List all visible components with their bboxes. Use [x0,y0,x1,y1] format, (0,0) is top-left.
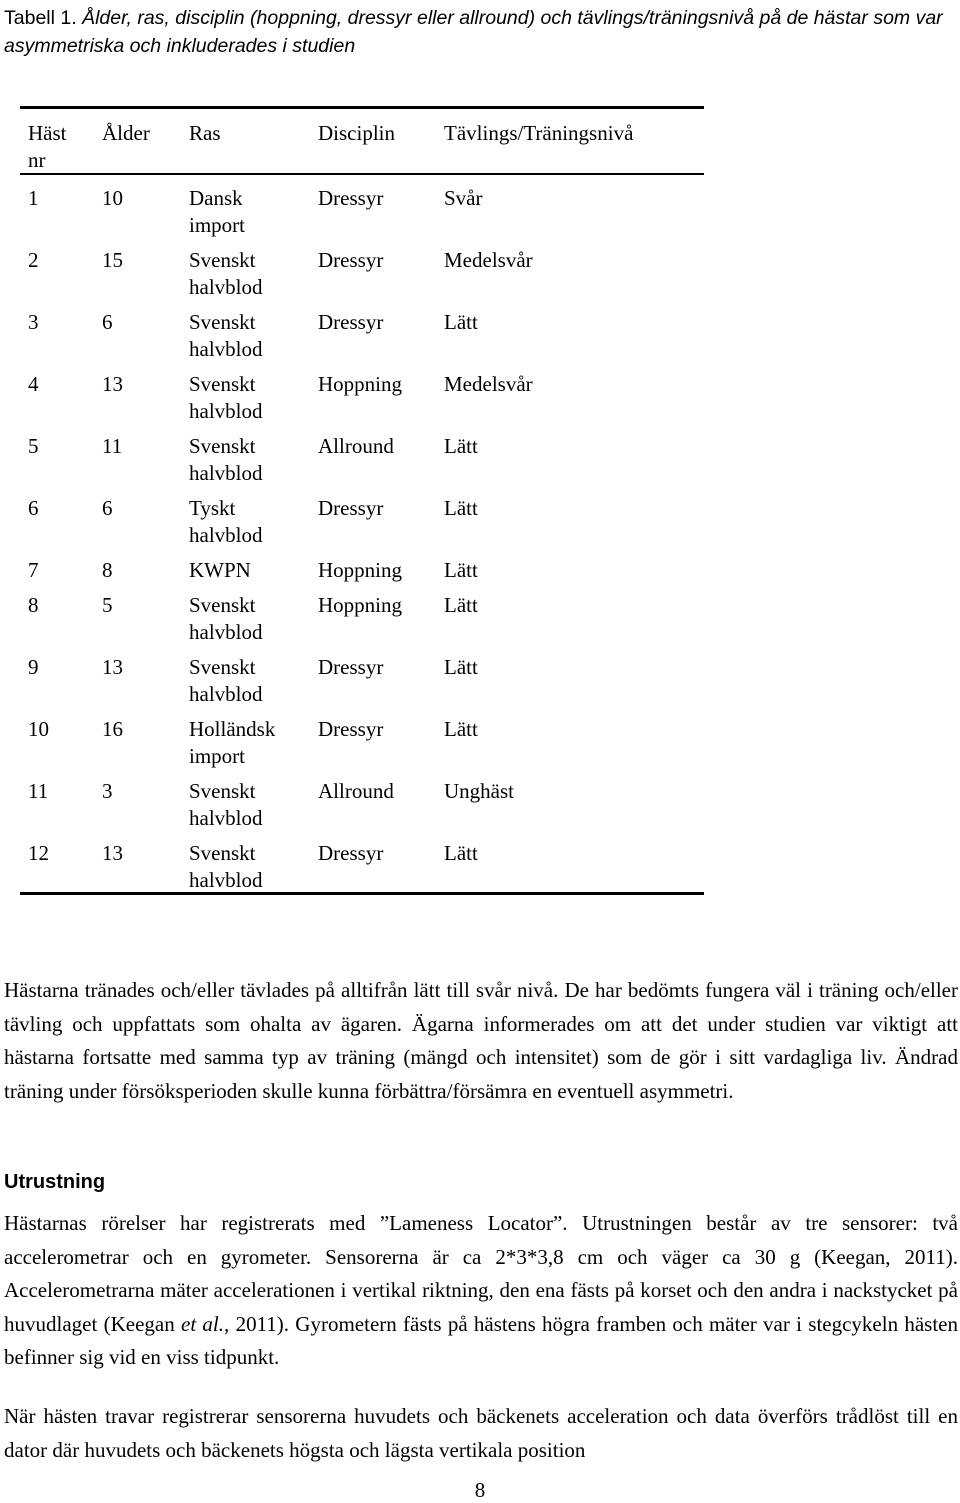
cell-discipline: Dressyr [318,310,384,334]
cell-level: Lätt [444,310,478,334]
cell-discipline: Dressyr [318,496,384,520]
table-row [20,175,704,237]
cell-breed: Svenskt halvblod [189,372,263,423]
table-caption [4,4,944,60]
table-row [20,547,704,582]
cell-level: Lätt [444,496,478,520]
cell-age: 8 [102,558,113,582]
cell-level: Lätt [444,655,478,679]
cell-breed: Svenskt halvblod [189,841,263,892]
cell-horse-nr: 6 [28,496,39,520]
table-row [20,485,704,547]
cell-discipline: Dressyr [318,655,384,679]
table-row [20,361,704,423]
table-row [20,706,704,768]
cell-age: 13 [102,841,123,865]
cell-horse-nr: 11 [28,779,49,803]
cell-age: 6 [102,496,113,520]
table-row [20,582,704,644]
cell-breed: Svenskt halvblod [189,434,263,485]
cell-level: Lätt [444,434,478,458]
cell-level: Svår [444,186,483,210]
paragraph-equipment-etal: et al. [181,1311,225,1336]
cell-breed: Svenskt halvblod [189,248,263,299]
header-level: Tävlings/Träningsnivå [444,121,634,145]
horse-table [20,106,704,895]
section-heading-equipment: Utrustning [4,1171,106,1193]
cell-horse-nr: 5 [28,434,39,458]
cell-discipline: Dressyr [318,841,384,865]
cell-discipline: Allround [318,779,394,803]
cell-horse-nr: 3 [28,310,39,334]
cell-horse-nr: 4 [28,372,39,396]
cell-age: 13 [102,372,123,396]
cell-discipline: Hoppning [318,372,402,396]
header-discipline: Disciplin [318,121,395,145]
cell-level: Lätt [444,841,478,865]
cell-age: 15 [102,248,123,272]
cell-horse-nr: 10 [28,717,49,741]
cell-horse-nr: 2 [28,248,39,272]
header-horse-nr: Häst nr [28,121,67,172]
cell-horse-nr: 7 [28,558,39,582]
table-body [20,175,704,892]
cell-level: Unghäst [444,779,514,803]
cell-age: 13 [102,655,123,679]
paragraph-equipment-part1: Hästarnas rörelser har registrerats med ”Lameness Locator”. Utrustningen består av tre sensorer: två accelerometrar och en gyrometer. Sensorerna är ca 2*3*3,8 cm och väger ca 30 g (Keegan, 2011). Accelerometrarna mäter accelerationen i vertikal riktning, den ena fästs på korset och den andra i nackstycket på huvudlaget (Keegan [4,1211,958,1336]
cell-level: Medelsvår [444,372,533,396]
cell-horse-nr: 12 [28,841,49,865]
cell-discipline: Hoppning [318,593,402,617]
header-age: Ålder [102,121,150,145]
cell-discipline: Hoppning [318,558,402,582]
paragraph-training: Hästarna tränades och/eller tävlades på alltifrån lätt till svår nivå. De har bedömts fungera väl i träning och/eller tävling och uppfattats som ohalta av ägaren. Ägarna informerades om att det under studien var viktigt att hästarna fortsatte med samma typ av träning (mängd och intensitet) som de gör i sitt vardagliga liv. Ändrad träning under försöksperioden skulle kunna förbättra/försämra en eventuell asymmetri. [4,978,958,1103]
cell-breed: Dansk import [189,186,245,237]
cell-level: Lätt [444,717,478,741]
cell-age: 10 [102,186,123,210]
caption-text: Ålder, ras, disciplin (hoppning, dressyr eller allround) och tävlings/träningsnivå på de hästar som var asymmetriska och inkluderades i studien [4,7,943,57]
header-breed: Ras [189,121,221,145]
cell-discipline: Allround [318,434,394,458]
cell-breed: Svenskt halvblod [189,593,263,644]
table-row [20,644,704,706]
cell-breed: Holländsk import [189,717,276,768]
table-row [20,299,704,361]
table-row [20,768,704,830]
cell-horse-nr: 8 [28,593,39,617]
cell-age: 5 [102,593,113,617]
paragraph-trotting: När hästen travar registrerar sensorerna huvudets och bäckenets acceleration och data överförs trådlöst till en dator där huvudets och bäckenets högsta och lägsta vertikala position [4,1404,958,1462]
cell-discipline: Dressyr [318,717,384,741]
cell-age: 11 [102,434,123,458]
paragraph-equipment-part2: , 2011). Gyrometern fästs på hästens högra framben och mäter var i stegcykeln hästen befinner sig vid en viss tidpunkt. [4,1311,958,1369]
cell-breed: Svenskt halvblod [189,779,263,830]
table-header [20,109,704,173]
page-number: 8 [474,1478,486,1502]
caption-label: Tabell 1. [4,7,77,29]
cell-breed: KWPN [189,558,251,582]
cell-breed: Svenskt halvblod [189,655,263,706]
cell-level: Medelsvår [444,248,533,272]
table-bottom-rule [20,892,704,895]
table-row [20,830,704,892]
table-row [20,237,704,299]
cell-breed: Svenskt halvblod [189,310,263,361]
table-row [20,423,704,485]
cell-discipline: Dressyr [318,248,384,272]
cell-age: 16 [102,717,123,741]
cell-horse-nr: 9 [28,655,39,679]
cell-age: 3 [102,779,113,803]
cell-age: 6 [102,310,113,334]
cell-horse-nr: 1 [28,186,39,210]
cell-level: Lätt [444,593,478,617]
cell-discipline: Dressyr [318,186,384,210]
cell-breed: Tyskt halvblod [189,496,263,547]
paragraph-equipment [4,1207,958,1375]
cell-level: Lätt [444,558,478,582]
